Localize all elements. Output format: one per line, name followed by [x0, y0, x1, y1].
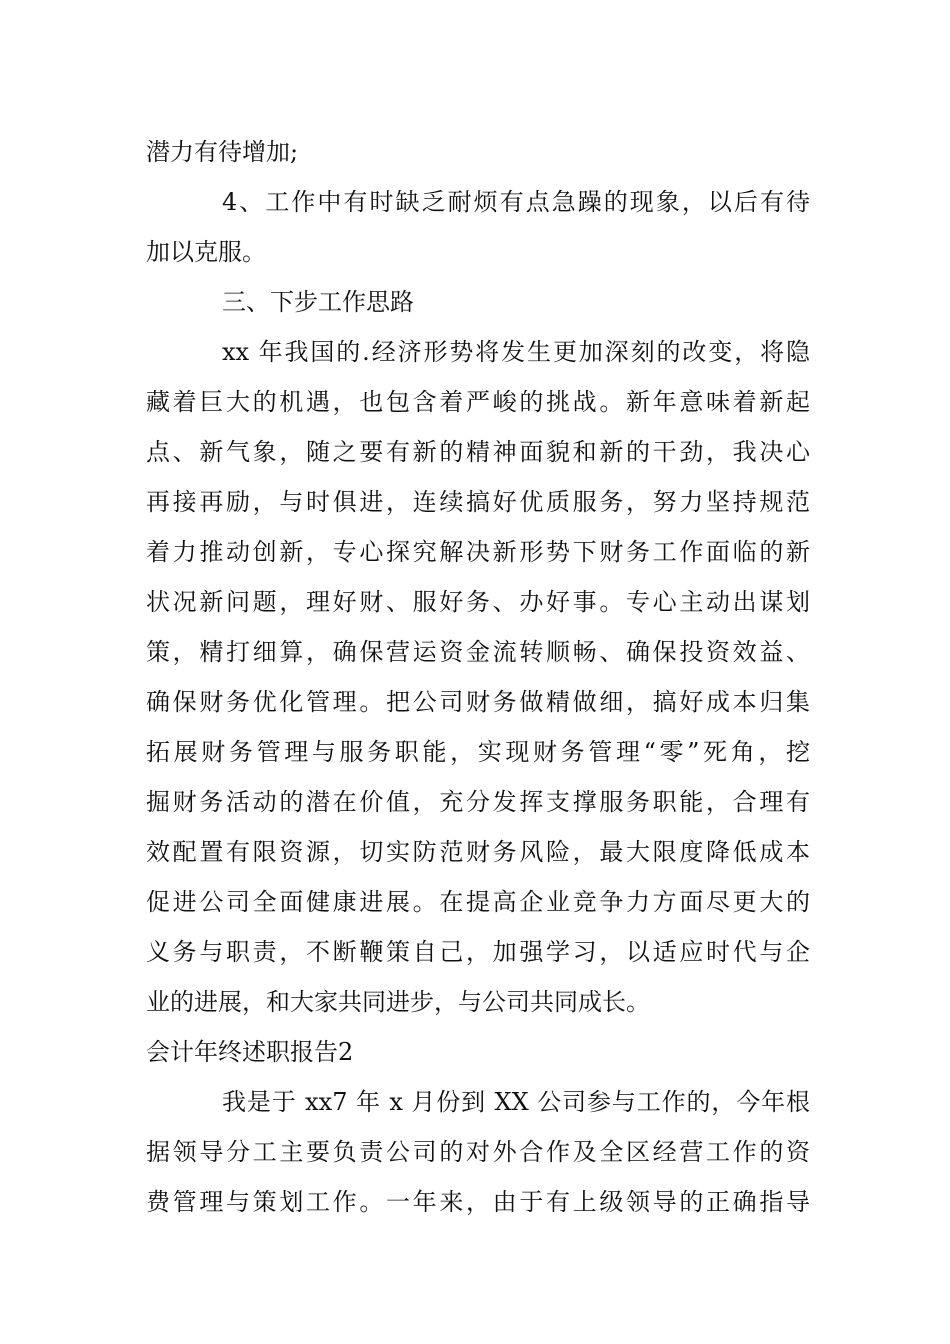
text-line: 业的进展，和大家共同进步，与公司共同成长。: [146, 988, 650, 1016]
text-line: 据领导分工主要负责公司的对外合作及全区经营工作的资: [146, 1138, 810, 1166]
text-line: 着力推动创新，专心探究解决新形势下财务工作面临的新: [146, 538, 810, 566]
text-line: 加以克服。: [146, 238, 266, 266]
text-line: 促进公司全面健康进展。在提高企业竞争力方面尽更大的: [146, 888, 810, 916]
text-line: 掘财务活动的潜在价值，充分发挥支撑服务职能，合理有: [146, 788, 810, 816]
text-line: 状况新问题，理好财、服好务、办好事。专心主动出谋划: [146, 588, 810, 616]
text-line: 确保财务优化管理。把公司财务做精做细，搞好成本归集: [146, 688, 810, 716]
text-line: 效配置有限资源，切实防范财务风险，最大限度降低成本: [146, 838, 810, 866]
text-line: 再接再励，与时俱进，连续搞好优质服务，努力坚持规范: [146, 488, 810, 516]
text-line: 费管理与策划工作。一年来，由于有上级领导的正确指导: [146, 1188, 810, 1216]
text-line: 我是于 xx7 年 x 月份到 XX 公司参与工作的，今年根: [222, 1088, 810, 1116]
text-line: xx 年我国的.经济形势将发生更加深刻的改变，将隐: [222, 338, 810, 366]
text-line: 4、工作中有时缺乏耐烦有点急躁的现象，以后有待: [222, 188, 810, 216]
section-heading: 三、下步工作思路: [222, 288, 414, 316]
text-line: 点、新气象，随之要有新的精神面貌和新的干劲，我决心: [146, 438, 810, 466]
text-line: 潜力有待增加;: [146, 138, 299, 166]
text-line: 义务与职责，不断鞭策自己，加强学习，以适应时代与企: [146, 938, 810, 966]
text-line: 拓展财务管理与服务职能，实现财务管理“零”死角，挖: [146, 738, 810, 766]
text-line: 藏着巨大的机遇，也包含着严峻的挑战。新年意味着新起: [146, 388, 810, 416]
document-title: 会计年终述职报告2: [146, 1038, 354, 1066]
text-line: 策，精打细算，确保营运资金流转顺畅、确保投资效益、: [146, 638, 810, 666]
